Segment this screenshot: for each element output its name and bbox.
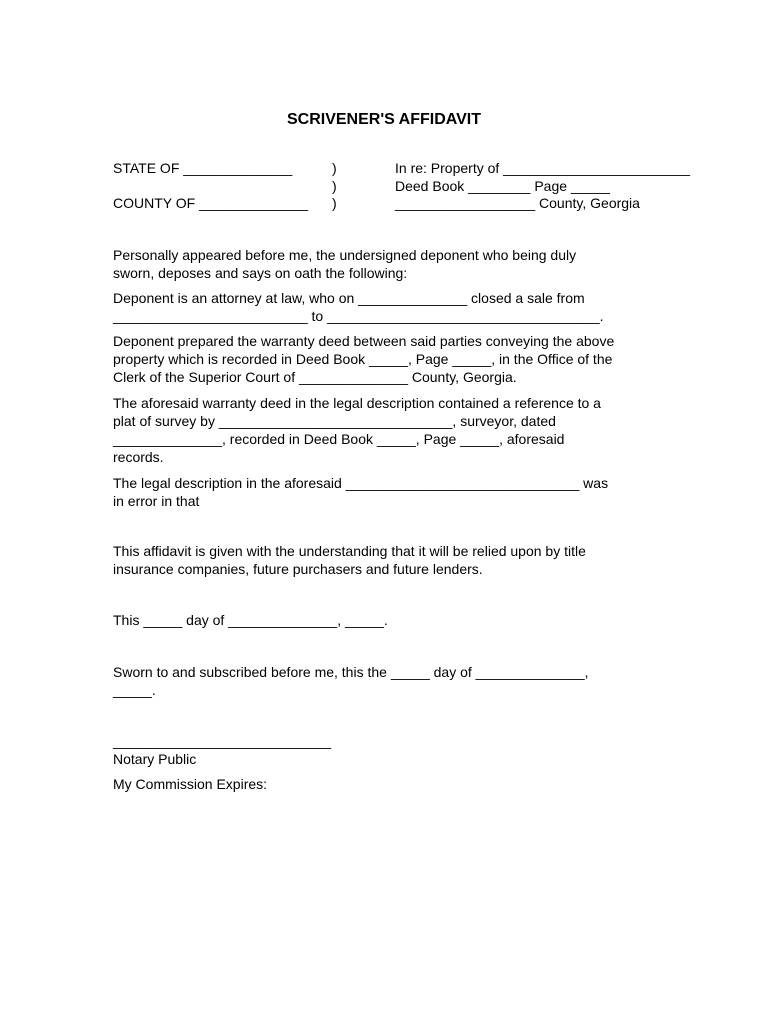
text-line: sworn, deposes and says on oath the following: xyxy=(113,265,408,281)
text-line: Sworn to and subscribed before me, this the _____ day of ______________, xyxy=(113,664,589,680)
text-line: This _____ day of ______________, _____. xyxy=(113,612,388,628)
text-line: Personally appeared before me, the undersigned deponent who being duly xyxy=(113,247,577,263)
commission-expires-label: My Commission Expires: xyxy=(113,776,268,792)
text-line: insurance companies, future purchasers and future lenders. xyxy=(113,561,483,577)
notary-public-label: Notary Public xyxy=(113,751,197,767)
text-line: _____. xyxy=(113,682,156,698)
text-line: in error in that xyxy=(113,493,200,509)
text-line: The aforesaid warranty deed in the legal description contained a reference to a xyxy=(113,395,601,411)
text-line: This affidavit is given with the understanding that it will be relied upon by title xyxy=(113,543,586,559)
state-of-line: STATE OF ______________ xyxy=(113,160,293,176)
text-line: ______________, recorded in Deed Book _____, Page _____, aforesaid xyxy=(113,431,565,447)
caption-paren: ) xyxy=(332,160,337,176)
county-of-line: COUNTY OF ______________ xyxy=(113,195,309,211)
text-line: _________________________ to ___________________________________. xyxy=(113,308,604,324)
text-line: property which is recorded in Deed Book _____, Page _____, in the Office of the xyxy=(113,351,613,367)
text-line: records. xyxy=(113,449,164,465)
text-line: Deponent is an attorney at law, who on ______________ closed a sale from xyxy=(113,290,585,306)
deed-book-page-line: Deed Book ________ Page _____ xyxy=(395,178,610,194)
text-line: The legal description in the aforesaid ______________________________ was xyxy=(113,475,609,491)
in-re-property-line: In re: Property of ________________________ xyxy=(395,160,691,176)
signature-line: ____________________________ xyxy=(113,733,332,749)
document-title: SCRIVENER'S AFFIDAVIT xyxy=(286,111,482,128)
text-line: Deponent prepared the warranty deed between said parties conveying the above xyxy=(113,333,615,349)
text-line: plat of survey by ______________________________, surveyor, dated xyxy=(113,413,556,429)
text-line: Clerk of the Superior Court of ______________ County, Georgia. xyxy=(113,369,517,385)
caption-paren: ) xyxy=(332,195,337,211)
caption-paren: ) xyxy=(332,178,337,194)
county-georgia-line: __________________ County, Georgia xyxy=(395,195,640,211)
